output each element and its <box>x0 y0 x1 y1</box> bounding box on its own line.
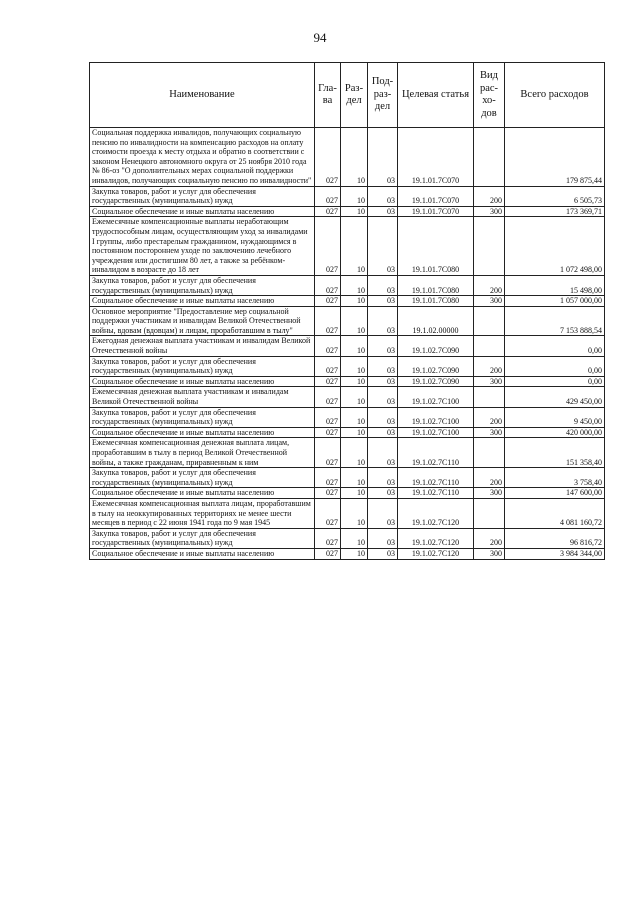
cell-section: 10 <box>341 275 368 295</box>
cell-subsection: 03 <box>368 275 398 295</box>
cell-subsection: 03 <box>368 427 398 438</box>
cell-section: 10 <box>341 528 368 548</box>
cell-chapter: 027 <box>315 548 341 559</box>
cell-expense-type: 200 <box>474 275 505 295</box>
cell-expense-type <box>474 336 505 356</box>
cell-subsection: 03 <box>368 438 398 468</box>
cell-total: 179 875,44 <box>505 128 605 187</box>
cell-target: 19.1.02.00000 <box>398 306 474 336</box>
cell-section: 10 <box>341 427 368 438</box>
cell-subsection: 03 <box>368 387 398 407</box>
table-row <box>90 128 605 187</box>
cell-total: 0,00 <box>505 376 605 387</box>
table-row <box>90 217 605 276</box>
header-expense-type: Вид рас-хо-дов <box>474 63 505 128</box>
table-row <box>90 206 605 217</box>
cell-section: 10 <box>341 407 368 427</box>
header-name: Наименование <box>90 63 315 128</box>
cell-name: Закупка товаров, работ и услуг для обеспечения государственных (муниципальных) нужд <box>90 356 315 376</box>
cell-subsection: 03 <box>368 488 398 499</box>
cell-subsection: 03 <box>368 376 398 387</box>
cell-total: 151 358,40 <box>505 438 605 468</box>
cell-subsection: 03 <box>368 468 398 488</box>
table-row <box>90 356 605 376</box>
cell-name: Закупка товаров, работ и услуг для обеспечения государственных (муниципальных) нужд <box>90 468 315 488</box>
cell-subsection: 03 <box>368 407 398 427</box>
cell-subsection: 03 <box>368 498 398 528</box>
cell-name: Ежегодная денежная выплата участникам и инвалидам Великой Отечественной войны <box>90 336 315 356</box>
cell-section: 10 <box>341 468 368 488</box>
cell-total: 173 369,71 <box>505 206 605 217</box>
budget-table <box>89 62 605 560</box>
cell-target: 19.1.02.7С090 <box>398 356 474 376</box>
cell-total: 429 450,00 <box>505 387 605 407</box>
table-row <box>90 186 605 206</box>
cell-total: 3 984 344,00 <box>505 548 605 559</box>
cell-chapter: 027 <box>315 186 341 206</box>
cell-section: 10 <box>341 488 368 499</box>
header-section: Раз-дел <box>341 63 368 128</box>
cell-target: 19.1.02.7С120 <box>398 528 474 548</box>
table-row <box>90 427 605 438</box>
cell-name: Социальная поддержка инвалидов, получающих социальную пенсию по инвалидности на компенсацию расходов на оплату стоимости проезда к месту отдыха и обратно в соответствии с законом Ненецкого автономного округа от 25 ноября 2010 года № 86-оз "О дополнительных мерах социальной поддержки инвалидов, получающих социальную пенсию по инвалидности" <box>90 128 315 187</box>
cell-chapter: 027 <box>315 438 341 468</box>
cell-name: Закупка товаров, работ и услуг для обеспечения государственных (муниципальных) нужд <box>90 275 315 295</box>
cell-chapter: 027 <box>315 528 341 548</box>
cell-target: 19.1.01.7С080 <box>398 275 474 295</box>
page-number: 94 <box>313 30 327 45</box>
table-row <box>90 336 605 356</box>
cell-section: 10 <box>341 217 368 276</box>
cell-target: 19.1.01.7С070 <box>398 186 474 206</box>
cell-name: Ежемесячная компенсационная выплата лицам, проработавшим в тылу на неоккупированных территориях не менее шести месяцев в период с 22 июня 1941 года по 9 мая 1945 <box>90 498 315 528</box>
cell-target: 19.1.02.7С100 <box>398 387 474 407</box>
cell-section: 10 <box>341 438 368 468</box>
cell-section: 10 <box>341 387 368 407</box>
cell-name: Социальное обеспечение и иные выплаты населению <box>90 488 315 499</box>
table-row <box>90 306 605 336</box>
cell-subsection: 03 <box>368 336 398 356</box>
cell-subsection: 03 <box>368 548 398 559</box>
header-total: Всего расходов <box>505 63 605 128</box>
cell-chapter: 027 <box>315 306 341 336</box>
cell-subsection: 03 <box>368 306 398 336</box>
cell-total: 420 000,00 <box>505 427 605 438</box>
cell-chapter: 027 <box>315 498 341 528</box>
cell-total: 147 600,00 <box>505 488 605 499</box>
cell-target: 19.1.02.7С100 <box>398 407 474 427</box>
cell-section: 10 <box>341 548 368 559</box>
cell-total: 1 072 498,00 <box>505 217 605 276</box>
cell-expense-type <box>474 438 505 468</box>
cell-target: 19.1.02.7С090 <box>398 336 474 356</box>
cell-expense-type: 300 <box>474 206 505 217</box>
cell-expense-type: 300 <box>474 296 505 307</box>
cell-section: 10 <box>341 336 368 356</box>
cell-target: 19.1.01.7С080 <box>398 217 474 276</box>
table-row <box>90 407 605 427</box>
cell-expense-type: 300 <box>474 376 505 387</box>
cell-name: Ежемесячная компенсационная денежная выплата лицам, проработавшим в тылу в период Великой Отечественной войны, а также гражданам, приравненным к ним <box>90 438 315 468</box>
cell-total: 4 081 160,72 <box>505 498 605 528</box>
cell-expense-type: 200 <box>474 407 505 427</box>
table-row <box>90 438 605 468</box>
table-row <box>90 548 605 559</box>
cell-target: 19.1.02.7С090 <box>398 376 474 387</box>
table-row <box>90 296 605 307</box>
cell-subsection: 03 <box>368 217 398 276</box>
cell-subsection: 03 <box>368 528 398 548</box>
cell-name: Закупка товаров, работ и услуг для обеспечения государственных (муниципальных) нужд <box>90 528 315 548</box>
cell-expense-type: 200 <box>474 356 505 376</box>
cell-chapter: 027 <box>315 468 341 488</box>
cell-chapter: 027 <box>315 376 341 387</box>
cell-chapter: 027 <box>315 488 341 499</box>
cell-section: 10 <box>341 306 368 336</box>
cell-subsection: 03 <box>368 186 398 206</box>
table-header-row <box>90 63 605 128</box>
cell-expense-type: 300 <box>474 548 505 559</box>
cell-name: Закупка товаров, работ и услуг для обеспечения государственных (муниципальных) нужд <box>90 407 315 427</box>
cell-name: Основное мероприятие "Предоставление мер социальной поддержки участникам и инвалидам Великой Отечественной войны, вдовам (вдовцам) и лицам, проработавшим в тылу" <box>90 306 315 336</box>
cell-target: 19.1.01.7С080 <box>398 296 474 307</box>
cell-name: Социальное обеспечение и иные выплаты населению <box>90 376 315 387</box>
cell-target: 19.1.01.7С070 <box>398 128 474 187</box>
cell-total: 0,00 <box>505 336 605 356</box>
cell-chapter: 027 <box>315 128 341 187</box>
cell-section: 10 <box>341 376 368 387</box>
cell-target: 19.1.02.7С120 <box>398 548 474 559</box>
cell-expense-type: 300 <box>474 488 505 499</box>
cell-total: 3 758,40 <box>505 468 605 488</box>
cell-total: 0,00 <box>505 356 605 376</box>
cell-section: 10 <box>341 206 368 217</box>
cell-target: 19.1.02.7С120 <box>398 498 474 528</box>
cell-chapter: 027 <box>315 275 341 295</box>
cell-chapter: 027 <box>315 217 341 276</box>
cell-name: Социальное обеспечение и иные выплаты населению <box>90 296 315 307</box>
cell-section: 10 <box>341 498 368 528</box>
cell-total: 9 450,00 <box>505 407 605 427</box>
table-row <box>90 528 605 548</box>
table-row <box>90 468 605 488</box>
cell-subsection: 03 <box>368 128 398 187</box>
cell-target: 19.1.01.7С070 <box>398 206 474 217</box>
table-row <box>90 488 605 499</box>
cell-total: 1 057 000,00 <box>505 296 605 307</box>
cell-target: 19.1.02.7С110 <box>398 488 474 499</box>
cell-chapter: 027 <box>315 296 341 307</box>
cell-expense-type <box>474 498 505 528</box>
cell-target: 19.1.02.7С110 <box>398 468 474 488</box>
table-row <box>90 387 605 407</box>
cell-expense-type <box>474 306 505 336</box>
cell-name: Ежемесячная денежная выплата участникам и инвалидам Великой Отечественной войны <box>90 387 315 407</box>
cell-name: Социальное обеспечение и иные выплаты населению <box>90 548 315 559</box>
cell-target: 19.1.02.7С110 <box>398 438 474 468</box>
cell-total: 7 153 888,54 <box>505 306 605 336</box>
cell-name: Социальное обеспечение и иные выплаты населению <box>90 427 315 438</box>
cell-section: 10 <box>341 296 368 307</box>
table-body <box>90 128 605 560</box>
cell-name: Ежемесячные компенсационные выплаты неработающим трудоспособным лицам, осуществляющим уход за инвалидами I группы, либо престарелым гражданином, нуждающимся в постоянном постороннем уходе по заключению лечебного учреждения или достигшим 80 лет, а также за ребёнком-инвалидом в возрасте до 18 лет <box>90 217 315 276</box>
cell-chapter: 027 <box>315 206 341 217</box>
cell-expense-type: 200 <box>474 528 505 548</box>
cell-name: Социальное обеспечение и иные выплаты населению <box>90 206 315 217</box>
cell-section: 10 <box>341 186 368 206</box>
header-subsection: Под-раз-дел <box>368 63 398 128</box>
cell-total: 96 816,72 <box>505 528 605 548</box>
cell-section: 10 <box>341 128 368 187</box>
cell-subsection: 03 <box>368 206 398 217</box>
cell-expense-type <box>474 128 505 187</box>
cell-expense-type: 200 <box>474 468 505 488</box>
cell-name: Закупка товаров, работ и услуг для обеспечения государственных (муниципальных) нужд <box>90 186 315 206</box>
header-target: Целевая статья <box>398 63 474 128</box>
cell-total: 15 498,00 <box>505 275 605 295</box>
cell-expense-type <box>474 217 505 276</box>
table-row <box>90 376 605 387</box>
header-chapter: Гла-ва <box>315 63 341 128</box>
cell-section: 10 <box>341 356 368 376</box>
cell-chapter: 027 <box>315 336 341 356</box>
cell-total: 6 505,73 <box>505 186 605 206</box>
table-row <box>90 498 605 528</box>
table-row <box>90 275 605 295</box>
cell-chapter: 027 <box>315 356 341 376</box>
cell-chapter: 027 <box>315 387 341 407</box>
cell-subsection: 03 <box>368 296 398 307</box>
cell-expense-type <box>474 387 505 407</box>
cell-expense-type: 200 <box>474 186 505 206</box>
cell-target: 19.1.02.7С100 <box>398 427 474 438</box>
cell-chapter: 027 <box>315 407 341 427</box>
cell-expense-type: 300 <box>474 427 505 438</box>
cell-chapter: 027 <box>315 427 341 438</box>
cell-subsection: 03 <box>368 356 398 376</box>
